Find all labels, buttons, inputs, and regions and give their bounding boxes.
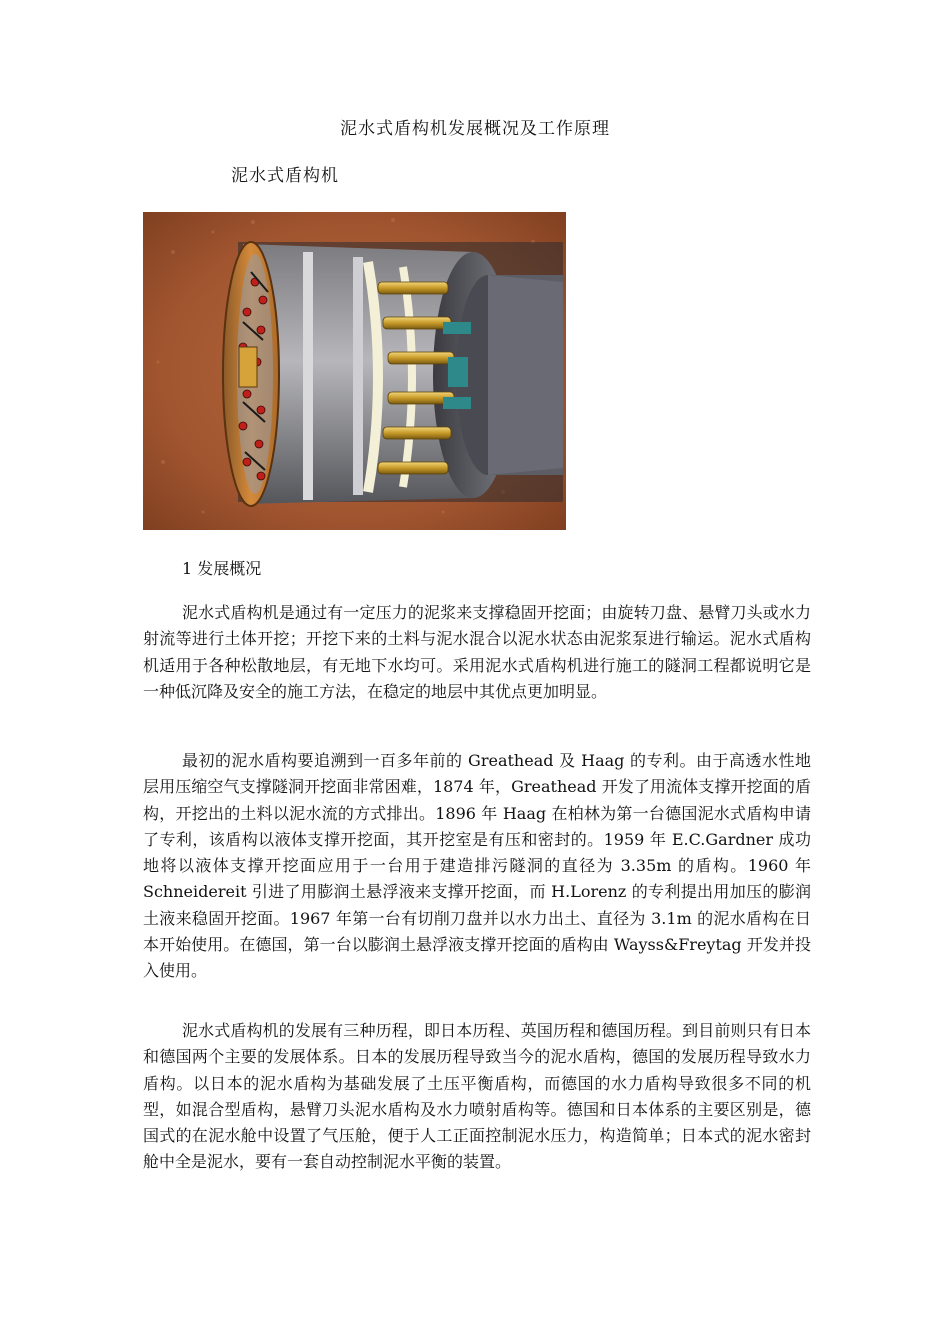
slurry-shield-machine-illustration bbox=[143, 212, 566, 530]
document-title: 泥水式盾构机发展概况及工作原理 bbox=[340, 119, 610, 139]
section-heading: 1 发展概况 bbox=[182, 559, 262, 578]
paragraph-intro: 泥水式盾构机是通过有一定压力的泥浆来支撑稳固开挖面；由旋转刀盘、悬臂刀头或水力射流等进行土体开挖；开挖下来的土料与泥水混合以泥水状态由泥浆泵进行输运。泥水式盾构机适用于各种松散地层，有无地下水均可。采用泥水式盾构机进行施工的隧洞工程都说明它是一种低沉降及安全的施工方法，在稳定的地层中其优点更加明显。 bbox=[143, 603, 811, 701]
paragraph-history: 最初的泥水盾构要追溯到一百多年前的 Greathead 及 Haag 的专利。由于高透水性地层用压缩空气支撑隧洞开挖面非常困难，1874 年，Greathead 开发了用流体支撑开挖面的盾构，开挖出的土料以泥水流的方式排出。1896 年 Haag 在柏林为第一台德国泥水式盾构申请了专利，该盾构以液体支撑开挖面，其开挖室是有压和密封的。1959 年 E.C.Gardner 成功地将以液体支撑开挖面应用于一台用于建造排污隧洞的直径为 3.35m 的盾构。1960 年 Schneidereit 引进了用膨润土悬浮液来支撑开挖面，而 H.Lorenz 的专利提出用加压的膨润土液来稳固开挖面。1967 年第一台有切削刀盘并以水力出土、直径为 3.1m 的泥水盾构在日本开始使用。在德国，第一台以膨润土悬浮液支撑开挖面的盾构由 Wayss&Freytag 开发并投入使用。 bbox=[143, 751, 811, 981]
paragraph-development: 泥水式盾构机的发展有三种历程，即日本历程、英国历程和德国历程。到目前则只有日本和德国两个主要的发展体系。日本的发展历程导致当今的泥水盾构，德国的发展历程导致水力盾构。以日本的泥水盾构为基础发展了土压平衡盾构，而德国的水力盾构导致很多不同的机型，如混合型盾构，悬臂刀头泥水盾构及水力喷射盾构等。德国和日本体系的主要区别是，德国式的在泥水舱中设置了气压舱，便于人工正面控制泥水压力，构造简单；日本式的泥水密封舱中全是泥水，要有一套自动控制泥水平衡的装置。 bbox=[143, 1021, 811, 1172]
figure-caption: 泥水式盾构机 bbox=[231, 166, 339, 186]
